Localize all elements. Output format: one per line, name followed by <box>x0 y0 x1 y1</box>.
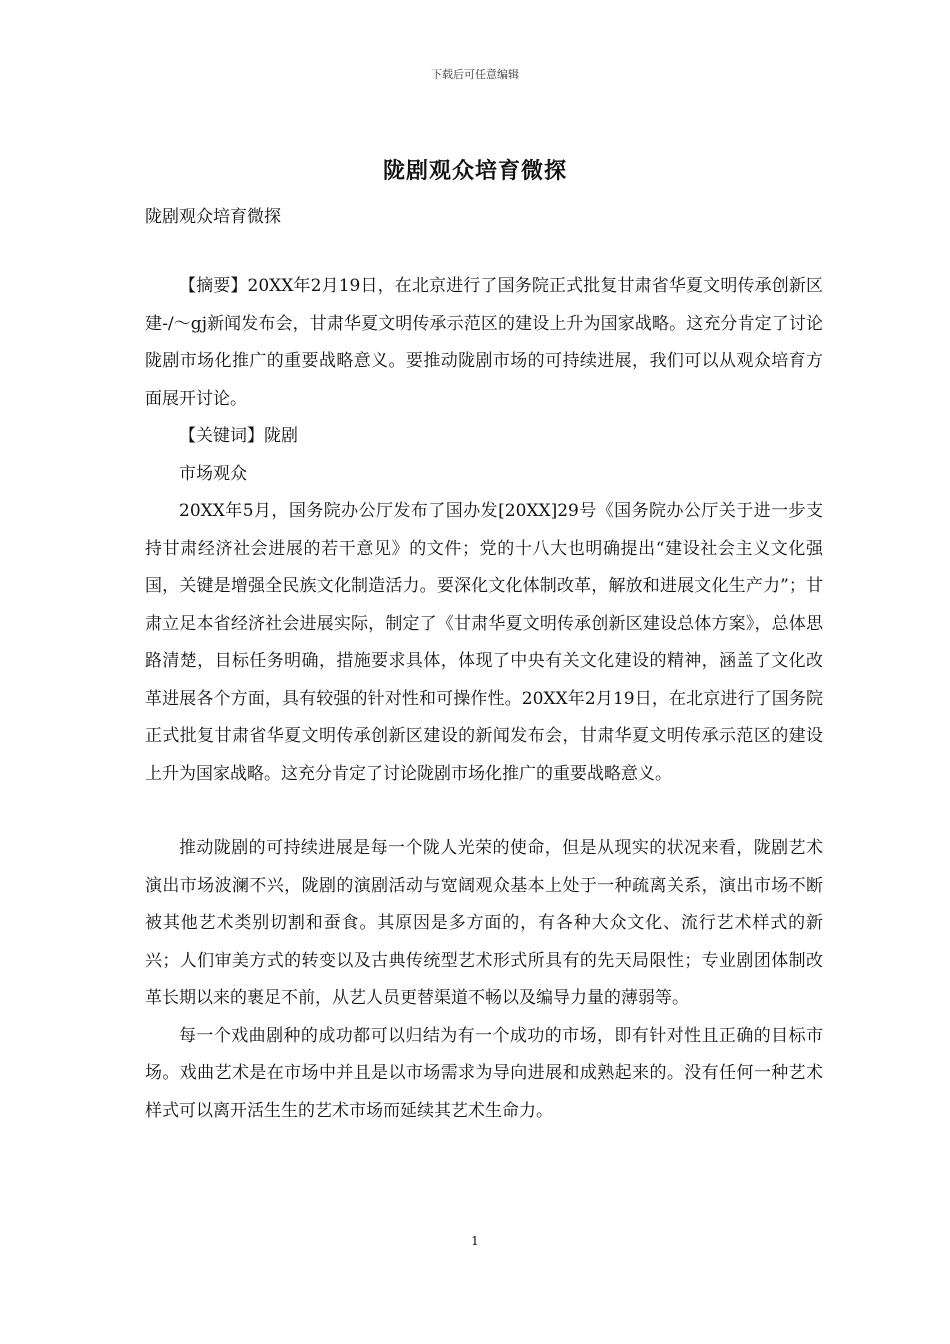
body-paragraph: 每一个戏曲剧种的成功都可以归结为有一个成功的市场，即有针对性且正确的目标市场。戏曲艺术是在市场中并且是以市场需求为导向进展和成熟起来的。没有任何一种艺术样式可以离开活生生的艺术市场而延续其艺术生命力。 <box>145 1025 823 1121</box>
body-paragraph: 20XX年5月，国务院办公厅发布了国办发[20XX]29号《国务院办公厅关于进一步支持甘肃经济社会进展的若干意见》的文件；党的十八大也明确提出“建设社会主义文化强国，关键是增强全民族文化制造活力。要深化文化体制改革，解放和进展文化生产力”；甘肃立足本省经济社会进展实际，制定了《甘肃华夏文明传承创新区建设总体方案》，总体思路清楚，目标任务明确，措施要求具体，体现了中央有关文化建设的精神，涵盖了文化改革进展各个方面，具有较强的针对性和可操作性。20XX年2月19日，在北京进行了国务院正式批复甘肃省华夏文明传承创新区建设的新闻发布会，甘肃华夏文明传承示范区的建设上升为国家战略。这充分肯定了讨论陇剧市场化推广的重要战略意义。 <box>145 501 823 784</box>
keywords-line-2: 市场观众 <box>179 463 247 484</box>
keywords-line: 【关键词】陇剧 <box>179 426 298 446</box>
abstract-paragraph: 【摘要】20XX年2月19日，在北京进行了国务院正式批复甘肃省华夏文明传承创新区建-/～gj新闻发布会，甘肃华夏文明传承示范区的建设上升为国家战略。这充分肯定了讨论陇剧市场化推广的重要战略意义。要推动陇剧市场的可持续进展，我们可以从观众培育方面展开讨论。 <box>145 276 823 409</box>
document-subtitle: 陇剧观众培育微探 <box>145 207 281 227</box>
page-header-note: 下载后可任意编辑 <box>431 68 519 81</box>
document-title: 陇剧观众培育微探 <box>382 158 567 184</box>
document-body <box>145 268 823 1130</box>
page-number: 1 <box>471 1234 479 1248</box>
body-paragraph: 推动陇剧的可持续进展是每一个陇人光荣的使命，但是从现实的状况来看，陇剧艺术演出市场波澜不兴，陇剧的演剧活动与宽阔观众基本上处于一种疏离关系，演出市场不断被其他艺术类别切割和蚕食。其原因是多方面的，有各种大众文化、流行艺术样式的新兴；人们审美方式的转变以及古典传统型艺术形式所具有的先天局限性；专业剧团体制改革长期以来的裹足不前，从艺人员更替渠道不畅以及编导力量的薄弱等。 <box>145 838 823 1008</box>
